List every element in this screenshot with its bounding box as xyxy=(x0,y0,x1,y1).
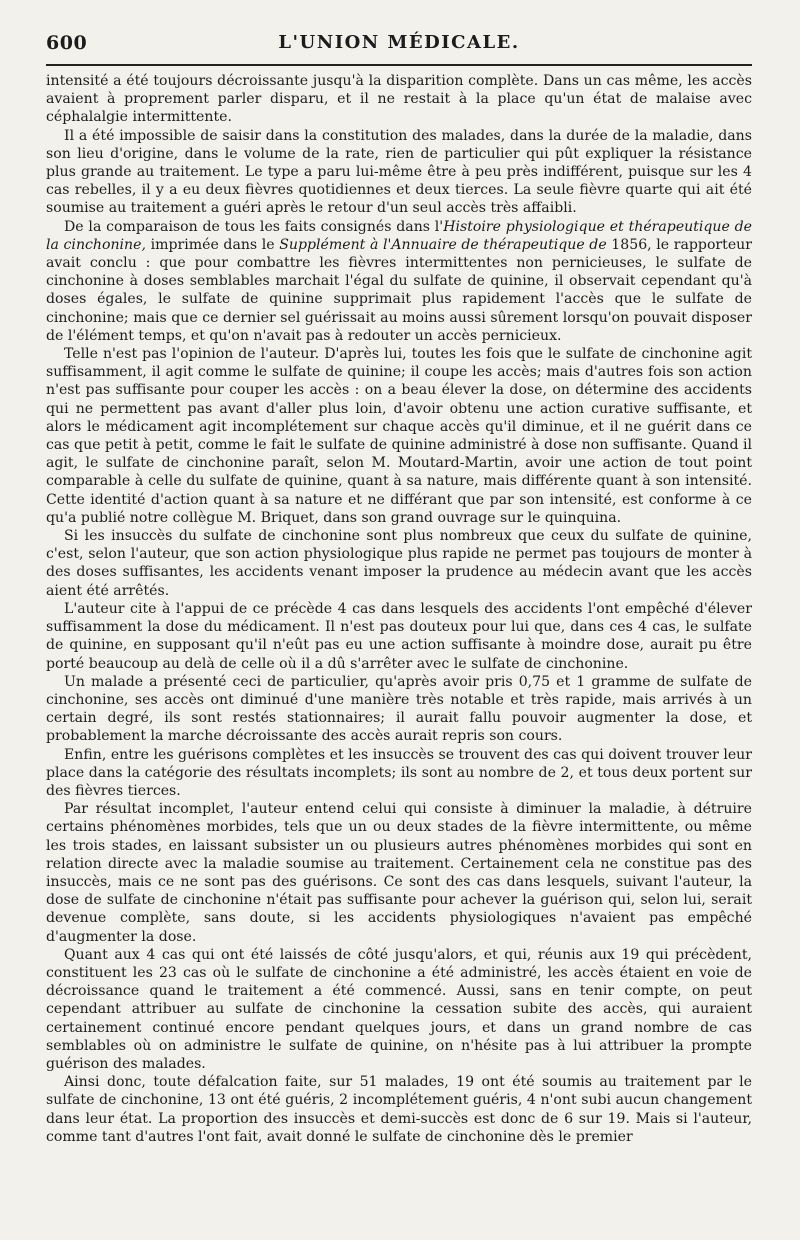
text-run: Quant aux 4 cas qui ont été laissés de côté jusqu'alors, et qui, réunis aux 19 qui précèdent, constituent les 23 cas où le sulfate de cinchonine a été administré, les accès étaient en voie de décroissance quand le traitement a été commencé. Aussi, sans en tenir compte, on peut cependant attribuer au sulfate de cinchonine la cessation subite des accès, qui auraient certainement continué encore pendant quelques jours, et dans un grand nombre de cas semblables où on administre le sulfate de quinine, on n'hésite pas à lui attribuer la prompte guérison des malades. xyxy=(46,946,752,1072)
text-run: Par résultat incomplet, l'auteur entend celui qui consiste à diminuer la maladie, à détruire certains phénomènes morbides, tels que un ou deux stades de la fièvre intermittente, ou même les trois stades, en laissant subsister un ou plusieurs autres phénomènes morbides qui sont en relation directe avec la maladie soumise au traitement. Certainement cela ne constitue pas des insuccès, mais ce ne sont pas des guérisons. Ce sont des cas dans lesquels, suivant l'auteur, la dose de sulfate de cinchonine n'était pas suffisante pour achever la guérison qui, selon lui, serait devenue complète, sans doute, si les accidents physiologiques n'avaient pas empêché d'augmenter la dose. xyxy=(46,801,752,945)
page-number: 600 xyxy=(46,32,88,54)
text-run: Si les insuccès du sulfate de cinchonine sont plus nombreux que ceux du sulfate de quinine, c'est, selon l'auteur, que son action physiologique plus rapide ne permet pas toujours de monter à des doses suffisantes, les accidents venant imposer la prudence au médecin avant que les accès aient été arrêtés. xyxy=(46,528,752,599)
italic-title: Histoire physiologique et thérapeutique de la cinchonine, xyxy=(46,218,752,253)
text-run: intensité a été toujours décroissante jusqu'à la disparition complète. Dans un cas même, les accès avaient à proprement parler disparu, et il ne restait à la place qu'un état de malaise avec céphalalgie intermittente. xyxy=(46,73,752,126)
paragraph xyxy=(46,345,752,527)
text-run: Ainsi donc, toute défalcation faite, sur 51 malades, 19 ont été soumis au traitement par le sulfate de cinchonine, 13 ont été guéris, 2 incomplétement guéris, 4 n'ont subi aucun changement dans leur état. La proportion des insuccès et demi-succès est donc de 6 sur 19. Mais si l'auteur, comme tant d'autres l'ont fait, avait donné le sulfate de cinchonine dès le premier xyxy=(46,1074,752,1145)
paragraph xyxy=(46,527,752,600)
text-run: imprimée dans le xyxy=(145,236,280,253)
running-head xyxy=(46,28,752,58)
italic-title: Supplément à l'Annuaire de thérapeutique de xyxy=(279,236,607,253)
body-text xyxy=(46,72,752,1146)
header-rule xyxy=(46,64,752,66)
text-run: Enfin, entre les guérisons complètes et les insuccès se trouvent des cas qui doivent trouver leur place dans la catégorie des résultats incomplets; ils sont au nombre de 2, et tous deux portent sur des fièvres tierces. xyxy=(46,746,752,799)
paragraph xyxy=(46,1073,752,1146)
paragraph xyxy=(46,946,752,1073)
text-run: Il a été impossible de saisir dans la constitution des malades, dans la durée de la maladie, dans son lieu d'origine, dans le volume de la rate, rien de particulier qui pût expliquer la résistance plus grande au traitement. Le type a paru lui-même être à peu près indifférent, puisque sur les 4 cas rebelles, il y a eu deux fièvres quotidiennes et deux tierces. La seule fièvre quarte qui ait été soumise au traitement a guéri après le retour d'un seul accès très affaibli. xyxy=(46,127,752,217)
paragraph xyxy=(46,746,752,801)
paragraph xyxy=(46,600,752,673)
text-run: Telle n'est pas l'opinion de l'auteur. D'après lui, toutes les fois que le sulfate de cinchonine agit suffisamment, il agit comme le sulfate de quinine; il coupe les accès; mais d'autres fois son action n'est pas suffisante pour couper les accès : on a beau élever la dose, on détermine des accidents qui ne permettent pas avant d'aller plus loin, d'avoir obtenu une action curative suffisante, et alors le médicament agit incomplétement sur chaque accès qu'il diminue, et il ne guérit dans ce cas que petit à petit, comme le fait le sulfate de quinine administré à dose non suffisante. Quand il agit, le sulfate de cinchonine paraît, selon M. Moutard-Martin, avoir une action de tout point comparable à celle du sulfate de quinine, quant à sa nature, mais différente quant à son intensité. Cette identité d'action quant à sa nature et ne différant que par son intensité, est conforme à ce qu'a publié notre collègue M. Briquet, dans son grand ouvrage sur le quinquina. xyxy=(46,346,752,526)
paragraph xyxy=(46,673,752,746)
text-run: De la comparaison de tous les faits consignés dans l' xyxy=(64,218,444,235)
paragraph xyxy=(46,72,752,127)
paragraph xyxy=(46,218,752,345)
text-run: L'auteur cite à l'appui de ce précède 4 cas dans lesquels des accidents l'ont empêché d'élever suffisamment la dose du médicament. Il n'est pas douteux pour lui que, dans ces 4 cas, le sulfate de quinine, en supposant qu'il n'eût pas eu une action suffisante à moindre dose, aurait pu être porté beaucoup au delà de celle où il a dû s'arrêter avec le sulfate de cinchonine. xyxy=(46,600,752,672)
text-run: Un malade a présenté ceci de particulier, qu'après avoir pris 0,75 et 1 gramme de sulfate de cinchonine, ses accès ont diminué d'une manière très notable et très rapide, mais arrivés à un certain degré, ils sont restés stationnaires; il aurait fallu pouvoir augmenter la dose, et probablement la marche décroissante des accès aurait repris son cours. xyxy=(46,673,752,745)
text-run: 1856, le rapporteur avait conclu : que pour combattre les fièvres intermittentes non pernicieuses, le sulfate de cinchonine à doses semblables marchait l'égal du sulfate de quinine, il observait cependant qu'à doses égales, le sulfate de quinine supprimait plus rapidement l'accès que le sulfate de cinchonine; mais que ce dernier sel guérissait au moins aussi sûrement lorsqu'on pouvait disposer de l'élément temps, et qu'on n'avait pas à redouter un accès pernicieux. xyxy=(46,236,752,344)
journal-title: L'UNION MÉDICALE. xyxy=(278,32,520,53)
paragraph xyxy=(46,800,752,946)
paragraph xyxy=(46,127,752,218)
